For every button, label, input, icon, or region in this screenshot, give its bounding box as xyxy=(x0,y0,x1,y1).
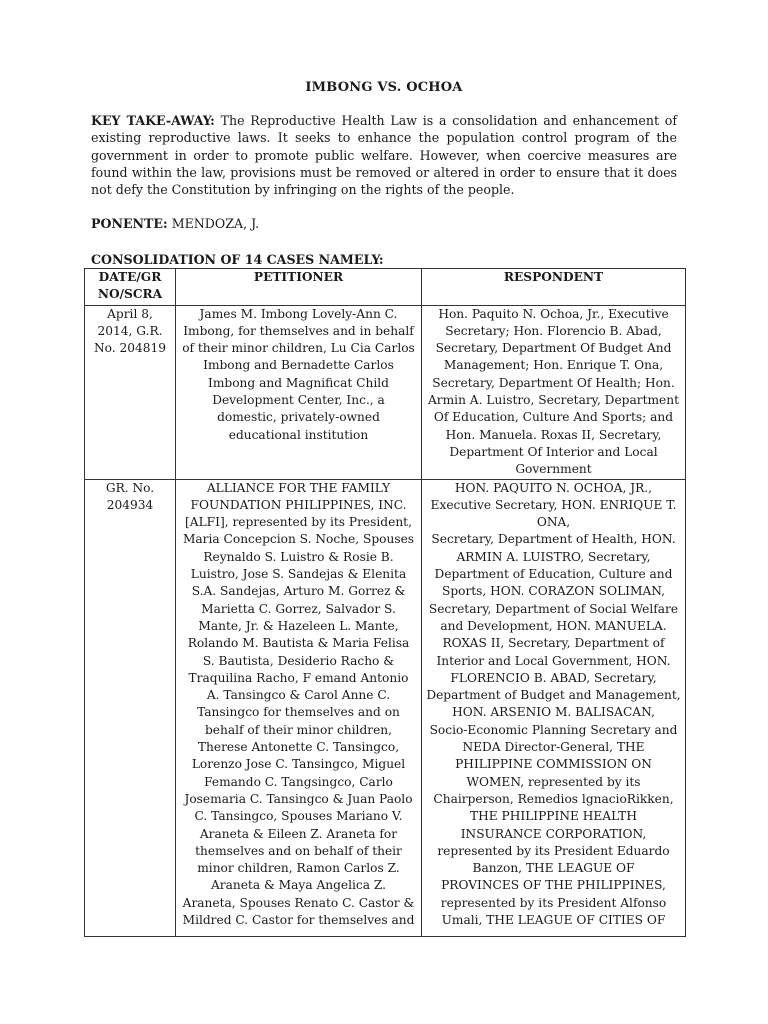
key-takeaway-text: The Reproductive Health Law is a consolidation and enhancement of existing reproductive laws. It seeks to enhance the population control program of the government in order to promote public welfare. However, when coercive measures are found within the law, provisions must be removed or altered in order to ensure that it does not defy the Constitution by infringing on the rights of the people. xyxy=(91,113,677,198)
key-takeaway-label: KEY TAKE-AWAY: xyxy=(91,113,215,128)
cell-date: April 8, 2014, G.R. No. 204819 xyxy=(85,305,176,479)
consolidation-heading: CONSOLIDATION OF 14 CASES NAMELY: xyxy=(91,252,384,267)
ponente-label: PONENTE: xyxy=(91,216,168,231)
table-header-row xyxy=(85,269,686,306)
ponente-line xyxy=(91,216,259,231)
table-row xyxy=(85,305,686,479)
cell-petitioner: ALLIANCE FOR THE FAMILY FOUNDATION PHILIPPINES, INC. [ALFI], represented by its President, Maria Concepcion S. Noche, Spouses Reynaldo S. Luistro & Rosie B. Luistro, Jose S. Sandejas & Elenita S.A. Sandejas, Arturo M. Gorrez & Marietta C. Gorrez, Salvador S. Mante, Jr. & Hazeleen L. Mante, Rolando M. Bautista & Maria Felisa S. Bautista, Desiderio Racho & Traquilina Racho, F emand Antonio A. Tansingco & Carol Anne C. Tansingco for themselves and on behalf of their minor children, Therese Antonette C. Tansingco, Lorenzo Jose C. Tansingco, Miguel Femando C. Tangsingco, Carlo Josemaria C. Tansingco & Juan Paolo C. Tansingco, Spouses Mariano V. Araneta & Eileen Z. Araneta for themselves and on behalf of their minor children, Ramon Carlos Z. Araneta & Maya Angelica Z. Araneta, Spouses Renato C. Castor & Mildred C. Castor for themselves and xyxy=(176,479,422,936)
cell-respondent: Hon. Paquito N. Ochoa, Jr., Executive Secretary; Hon. Florencio B. Abad, Secretary, Department Of Budget And Management; Hon. Enrique T. Ona, Secretary, Department Of Health; Hon. Armin A. Luistro, Secretary, Department Of Education, Culture And Sports; and Hon. Manuela. Roxas II, Secretary, Department Of Interior and Local Government xyxy=(422,305,686,479)
document-title: IMBONG VS. OCHOA xyxy=(305,80,463,95)
cell-petitioner: James M. Imbong Lovely-Ann C. Imbong, for themselves and in behalf of their minor children, Lu Cia Carlos Imbong and Bernadette Carlos Imbong and Magnificat Child Development Center, Inc., a domestic, privately-owned educational institution xyxy=(176,305,422,479)
cases-table xyxy=(84,268,686,937)
table-row xyxy=(85,479,686,936)
header-date: DATE/GR NO/SCRA xyxy=(85,269,176,306)
key-takeaway-paragraph xyxy=(91,112,677,198)
header-petitioner: PETITIONER xyxy=(176,269,422,306)
cell-date: GR. No. 204934 xyxy=(85,479,176,936)
header-respondent: RESPONDENT xyxy=(422,269,686,306)
ponente-value: MENDOZA, J. xyxy=(167,216,260,231)
cell-respondent: HON. PAQUITO N. OCHOA, JR., Executive Secretary, HON. ENRIQUE T. ONA, Secretary, Department of Health, HON. ARMIN A. LUISTRO, Secretary, Department of Education, Culture and Sports, HON. CORAZON SOLIMAN, Secretary, Department of Social Welfare and Development, HON. MANUELA. ROXAS II, Secretary, Department of Interior and Local Government, HON. FLORENCIO B. ABAD, Secretary, Department of Budget and Management, HON. ARSENIO M. BALISACAN, Socio-Economic Planning Secretary and NEDA Director-General, THE PHILIPPINE COMMISSION ON WOMEN, represented by its Chairperson, Remedios lgnacioRikken, THE PHILIPPINE HEALTH INSURANCE CORPORATION, represented by its President Eduardo Banzon, THE LEAGUE OF PROVINCES OF THE PHILIPPINES, represented by its President Alfonso Umali, THE LEAGUE OF CITIES OF xyxy=(422,479,686,936)
